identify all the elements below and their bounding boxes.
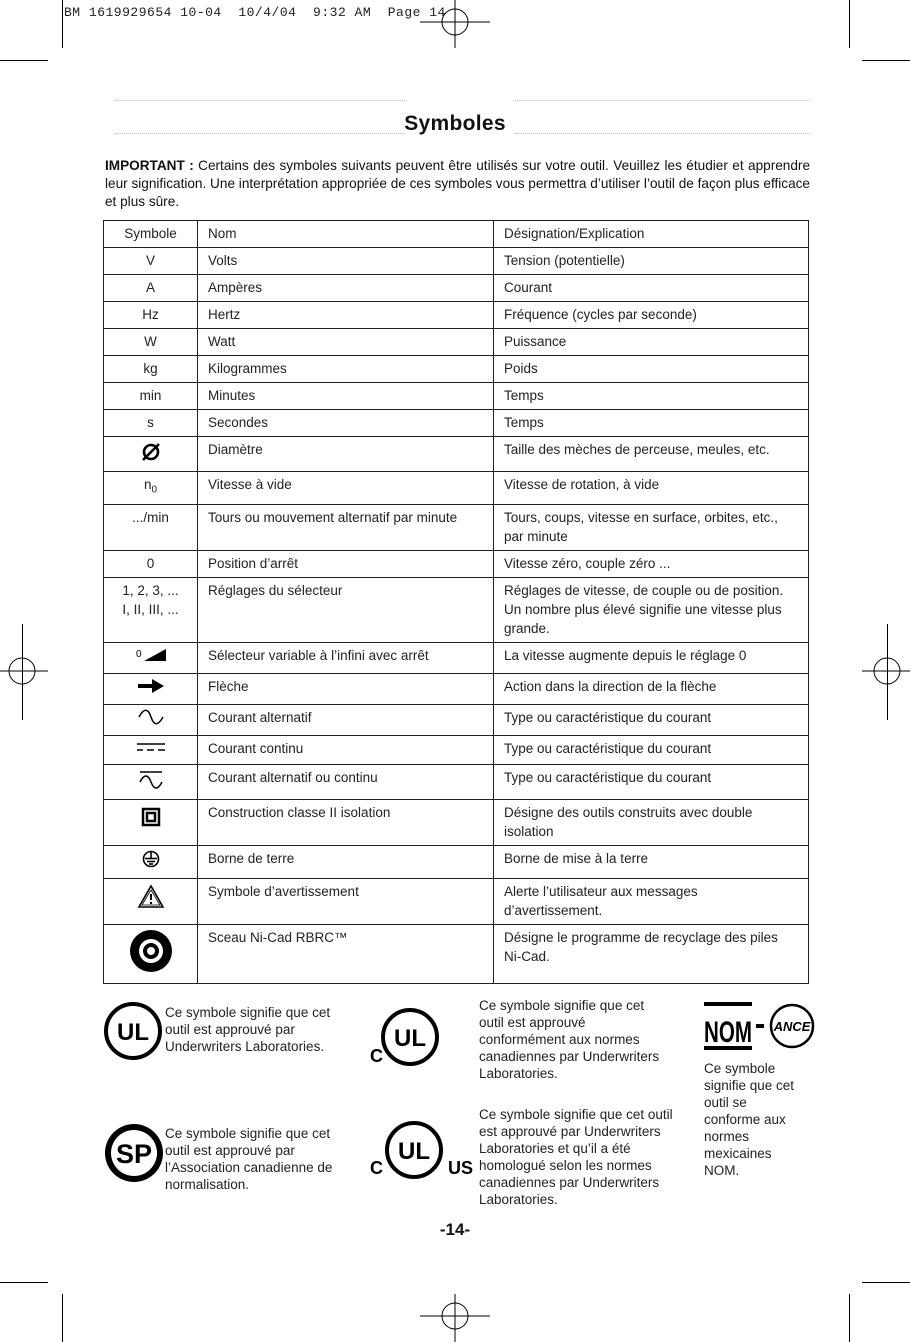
svg-text:0: 0 <box>135 648 142 660</box>
table-header-row <box>104 221 809 248</box>
symbol-cell <box>104 437 198 472</box>
name-cell: Kilogrammes <box>198 356 494 383</box>
name-cell: Sceau Ni-Cad RBRC™ <box>198 924 494 983</box>
desc-cell: Tours, coups, vitesse en surface, orbites, etc., par minute <box>494 504 809 550</box>
table-row <box>104 302 809 329</box>
table-row <box>104 329 809 356</box>
svg-text:UL: UL <box>117 1019 149 1046</box>
name-cell: Watt <box>198 329 494 356</box>
desc-cell: Désigne des outils construits avec double isolation <box>494 799 809 845</box>
name-cell: Hertz <box>198 302 494 329</box>
table-row <box>104 924 809 983</box>
name-cell: Symbole d’avertissement <box>198 878 494 924</box>
symbol-cell: 0 <box>104 550 198 577</box>
symbol-cell: kg <box>104 356 198 383</box>
name-cell: Volts <box>198 248 494 275</box>
symbol-cell: s <box>104 410 198 437</box>
desc-cell: Alerte l’utilisateur aux messages d’avertissement. <box>494 878 809 924</box>
table-row <box>104 764 809 799</box>
symbol-cell: min <box>104 383 198 410</box>
desc-cell: Poids <box>494 356 809 383</box>
name-cell: Sélecteur variable à l’infini avec arrêt <box>198 642 494 673</box>
ul-caption: Ce symbole signifie que cet outil est approuvé par Underwriters Laboratories. <box>165 1005 331 1054</box>
desc-cell: Action dans la direction de la flèche <box>494 673 809 704</box>
svg-text:NOM: NOM <box>704 1016 752 1049</box>
symbol-cell: .../min <box>104 504 198 550</box>
symbol-cell <box>104 704 198 735</box>
header-desc: Désignation/Explication <box>494 221 809 248</box>
header-symbol: Symbole <box>104 221 198 248</box>
desc-cell: Courant <box>494 275 809 302</box>
symbol-cell: Hz <box>104 302 198 329</box>
desc-cell: Taille des mèches de perceuse, meules, etc. <box>494 437 809 472</box>
name-cell: Réglages du sélecteur <box>198 577 494 642</box>
table-row <box>104 577 809 642</box>
nom-ance-logo-icon <box>704 1002 816 1058</box>
name-cell: Ampères <box>198 275 494 302</box>
desc-cell: Désigne le programme de recyclage des piles Ni-Cad. <box>494 924 809 983</box>
table-row <box>104 437 809 472</box>
table-row <box>104 845 809 878</box>
desc-cell: Type ou caractéristique du courant <box>494 704 809 735</box>
svg-text:UL: UL <box>398 1138 430 1165</box>
desc-cell: Temps <box>494 410 809 437</box>
name-cell: Diamètre <box>198 437 494 472</box>
svg-text:C: C <box>370 1046 383 1066</box>
intro-paragraph <box>105 157 810 211</box>
desc-cell: Vitesse de rotation, à vide <box>494 472 809 505</box>
table-row <box>104 275 809 302</box>
name-cell: Vitesse à vide <box>198 472 494 505</box>
desc-cell: Réglages de vitesse, de couple ou de position. Un nombre plus élevé signifie une vitesse plus grande. <box>494 577 809 642</box>
svg-text:US: US <box>448 1158 474 1178</box>
table-row <box>104 704 809 735</box>
desc-cell: Type ou caractéristique du courant <box>494 735 809 764</box>
name-cell: Courant alternatif <box>198 704 494 735</box>
desc-cell: Temps <box>494 383 809 410</box>
symbol-cell <box>104 642 198 673</box>
desc-cell: Puissance <box>494 329 809 356</box>
direct-current-icon <box>134 739 168 755</box>
earth-terminal-icon <box>140 849 162 869</box>
symbol-cell <box>104 472 198 505</box>
name-cell: Borne de terre <box>198 845 494 878</box>
name-cell: Courant alternatif ou continu <box>198 764 494 799</box>
ul-logo-icon <box>103 1001 163 1061</box>
table-row <box>104 878 809 924</box>
arrow-icon <box>136 677 166 695</box>
symbol-cell: V <box>104 248 198 275</box>
header-name: Nom <box>198 221 494 248</box>
alternating-current-icon <box>136 708 166 726</box>
desc-cell: Tension (potentielle) <box>494 248 809 275</box>
page-number: -14- <box>439 1220 471 1239</box>
desc-cell: Vitesse zéro, couple zéro ... <box>494 550 809 577</box>
symbol-cell <box>104 924 198 983</box>
symbol-cell: A <box>104 275 198 302</box>
cul-caption: Ce symbole signifie que cet outil est approuvé conformément aux normes canadiennes par Underwriters Laboratories. <box>479 998 660 1081</box>
symbol-cell: 1, 2, 3, ... I, II, III, ... <box>104 577 198 642</box>
table-row <box>104 673 809 704</box>
name-cell: Flèche <box>198 673 494 704</box>
rbrc-seal-icon <box>128 928 174 974</box>
variable-speed-icon <box>134 646 168 664</box>
desc-cell: La vitesse augmente depuis le réglage 0 <box>494 642 809 673</box>
name-cell: Construction classe II isolation <box>198 799 494 845</box>
symbol-cell <box>104 735 198 764</box>
table-row <box>104 504 809 550</box>
ac-dc-icon <box>136 768 166 790</box>
diameter-icon <box>140 440 162 462</box>
symbol-cell <box>104 799 198 845</box>
svg-text:C: C <box>370 1158 383 1178</box>
name-cell: Minutes <box>198 383 494 410</box>
symbol-cell: W <box>104 329 198 356</box>
culus-logo-icon <box>366 1118 480 1184</box>
no-load-speed-symbol: $n_0$ <box>143 477 158 496</box>
svg-text:ANCE: ANCE <box>773 1019 811 1034</box>
table-row <box>104 356 809 383</box>
table-row <box>104 642 809 673</box>
csa-logo-icon <box>103 1122 165 1184</box>
csa-caption: Ce symbole signifie que cet outil est approuvé par l’Association canadienne de normalisation. <box>165 1126 333 1192</box>
table-row <box>104 248 809 275</box>
symbols-table <box>103 220 809 984</box>
table-row <box>104 735 809 764</box>
svg-text:UL: UL <box>394 1025 426 1052</box>
desc-cell: Fréquence (cycles par seconde) <box>494 302 809 329</box>
intro-label: IMPORTANT : <box>105 158 194 173</box>
name-cell: Position d’arrêt <box>198 550 494 577</box>
table-row <box>104 383 809 410</box>
culus-caption: Ce symbole signifie que cet outil est approuvé par Underwriters Laboratories et qu’il a été homologué selon les normes canadiennes par Underwriters Laboratories. <box>479 1107 673 1207</box>
symbol-cell <box>104 764 198 799</box>
desc-cell: Borne de mise à la terre <box>494 845 809 878</box>
name-cell: Courant continu <box>198 735 494 764</box>
cul-logo-icon <box>366 1004 440 1070</box>
svg-text:SP: SP <box>115 1139 153 1169</box>
table-row <box>104 472 809 505</box>
print-slug: BM 1619929654 10-04 10/4/04 9:32 AM Page 14 <box>64 5 446 20</box>
nom-caption: Ce symbole signifie que cet outil se conforme aux normes mexicaines NOM. <box>704 1061 795 1178</box>
table-row <box>104 550 809 577</box>
table-row <box>104 799 809 845</box>
name-cell: Tours ou mouvement alternatif par minute <box>198 504 494 550</box>
desc-cell: Type ou caractéristique du courant <box>494 764 809 799</box>
warning-icon <box>137 882 165 910</box>
symbol-cell <box>104 845 198 878</box>
intro-text: Certains des symboles suivants peuvent être utilisés sur votre outil. Veuillez les étudier et apprendre leur signification. Une interprétation appropriée de ces symboles vous permettra d’utiliser l’outil de façon plus efficace et plus sûre. <box>105 158 810 209</box>
table-row <box>104 410 809 437</box>
symbol-cell <box>104 673 198 704</box>
name-cell: Secondes <box>198 410 494 437</box>
symbol-cell <box>104 878 198 924</box>
page-title: Symboles <box>404 112 506 135</box>
class-ii-icon <box>140 803 162 829</box>
